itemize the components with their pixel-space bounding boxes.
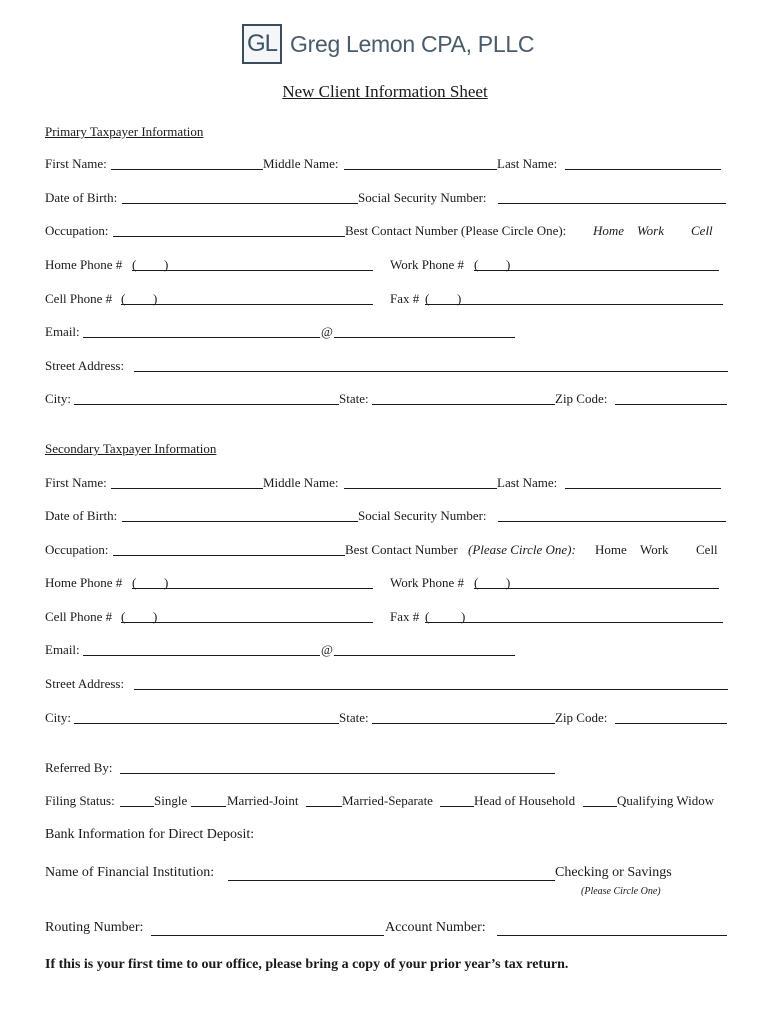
area-code-paren: ( — [132, 257, 137, 272]
contact-label: Best Contact Number — [345, 542, 458, 557]
secondary-email-field[interactable] — [83, 642, 515, 656]
primary-state-field[interactable] — [372, 391, 555, 405]
zip-label: Zip Code: — [555, 391, 608, 406]
bank-heading-text: Bank Information for Direct Deposit: — [45, 827, 255, 842]
primary-heading: Primary Taxpayer Information — [45, 124, 204, 139]
filing-widow-blank[interactable] — [583, 793, 617, 807]
contact-option-home[interactable]: Home — [595, 542, 627, 557]
dob-label: Date of Birth: — [45, 190, 118, 205]
secondary-first-name-field[interactable] — [111, 475, 263, 489]
area-code-paren: ( — [121, 291, 126, 306]
first-name-label: First Name: — [45, 475, 107, 490]
city-label: City: — [45, 391, 72, 406]
first-name-label: First Name: — [45, 156, 107, 171]
filing-status-label: Filing Status: — [45, 793, 115, 808]
contact-option-cell[interactable]: Cell — [696, 542, 718, 557]
filing-option-qualifying-widow: Qualifying Widow — [617, 793, 715, 808]
state-label: State: — [339, 391, 369, 406]
filing-option-single: Single — [154, 793, 188, 808]
secondary-middle-name-field[interactable] — [344, 475, 497, 489]
area-code-paren-close: ) — [164, 257, 169, 272]
area-code-paren-close: ) — [153, 609, 158, 624]
occupation-label: Occupation: — [45, 223, 109, 238]
primary-middle-name-field[interactable] — [344, 156, 497, 170]
secondary-occupation-field[interactable] — [113, 542, 345, 556]
area-code-paren-close: ) — [461, 609, 466, 624]
contact-option-work[interactable]: Work — [640, 542, 669, 557]
email-label: Email: — [45, 642, 80, 657]
work-phone-label: Work Phone # — [390, 257, 465, 272]
account-number-field[interactable] — [497, 920, 727, 936]
primary-occupation-field[interactable] — [113, 223, 345, 237]
contact-label: Best Contact Number (Please Circle One): — [345, 223, 567, 238]
contact-option-home[interactable]: Home — [593, 223, 625, 238]
area-code-paren-close: ) — [153, 291, 158, 306]
institution-label: Name of Financial Institution: — [45, 865, 215, 880]
secondary-heading: Secondary Taxpayer Information — [45, 441, 217, 456]
referred-by-field[interactable] — [120, 760, 555, 774]
area-code-paren-close: ) — [457, 291, 462, 306]
institution-field[interactable] — [228, 865, 555, 881]
secondary-work-phone-field[interactable] — [474, 575, 719, 589]
secondary-cell-phone-field[interactable] — [121, 609, 373, 623]
routing-number-field[interactable] — [151, 920, 384, 936]
logo-mark: GL — [242, 24, 282, 64]
secondary-ssn-field[interactable] — [498, 508, 726, 522]
filing-single-blank[interactable] — [120, 793, 154, 807]
primary-cell-phone-field[interactable] — [121, 291, 373, 305]
area-code-paren: ( — [474, 575, 479, 590]
ssn-label: Social Security Number: — [358, 190, 487, 205]
primary-dob-field[interactable] — [122, 190, 358, 204]
cell-phone-label: Cell Phone # — [45, 291, 113, 306]
street-label: Street Address: — [45, 358, 125, 373]
zip-label: Zip Code: — [555, 710, 608, 725]
secondary-zip-field[interactable] — [615, 710, 727, 724]
routing-label: Routing Number: — [45, 920, 144, 935]
street-label: Street Address: — [45, 676, 125, 691]
page-title: New Client Information Sheet — [282, 82, 488, 101]
primary-first-name-field[interactable] — [111, 156, 263, 170]
area-code-paren-close: ) — [164, 575, 169, 590]
secondary-dob-field[interactable] — [122, 508, 358, 522]
contact-option-cell[interactable]: Cell — [691, 223, 713, 238]
middle-name-label: Middle Name: — [263, 156, 339, 171]
footer-note: If this is your first time to our office, please bring a copy of your prior year’s tax return. — [45, 957, 569, 972]
at-sign: @ — [321, 642, 333, 657]
email-label: Email: — [45, 324, 80, 339]
area-code-paren: ( — [132, 575, 137, 590]
at-sign: @ — [321, 324, 333, 339]
occupation-label: Occupation: — [45, 542, 109, 557]
area-code-paren: ( — [425, 291, 430, 306]
secondary-city-field[interactable] — [74, 710, 339, 724]
area-code-paren: ( — [121, 609, 126, 624]
cell-phone-label: Cell Phone # — [45, 609, 113, 624]
filing-option-married-joint: Married-Joint — [227, 793, 299, 808]
primary-street-field[interactable] — [134, 358, 728, 372]
filing-option-head-of-household: Head of Household — [474, 793, 576, 808]
filing-option-married-separate: Married-Separate — [342, 793, 433, 808]
secondary-street-field[interactable] — [134, 676, 728, 690]
area-code-paren-close: ) — [506, 575, 511, 590]
contact-option-work[interactable]: Work — [637, 223, 664, 238]
ssn-label: Social Security Number: — [358, 508, 487, 523]
area-code-paren-close: ) — [506, 257, 511, 272]
state-label: State: — [339, 710, 369, 725]
primary-fax-field[interactable] — [425, 291, 723, 305]
filing-hoh-blank[interactable] — [440, 793, 474, 807]
filing-married-separate-blank[interactable] — [306, 793, 342, 807]
account-label: Account Number: — [385, 920, 486, 935]
referred-by-label: Referred By: — [45, 760, 113, 775]
primary-city-field[interactable] — [74, 391, 339, 405]
primary-zip-field[interactable] — [615, 391, 727, 405]
last-name-label: Last Name: — [497, 475, 558, 490]
primary-work-phone-field[interactable] — [474, 257, 719, 271]
middle-name-label: Middle Name: — [263, 475, 339, 490]
last-name-label: Last Name: — [497, 156, 558, 171]
city-label: City: — [45, 710, 72, 725]
checking-or-savings[interactable]: Checking or Savings — [555, 865, 672, 880]
circle-one-note: (Please Circle One) — [581, 886, 661, 897]
company-logo — [242, 22, 534, 66]
work-phone-label: Work Phone # — [390, 575, 465, 590]
company-name: Greg Lemon CPA, PLLC — [290, 30, 535, 57]
filing-married-joint-blank[interactable] — [191, 793, 226, 807]
home-phone-label: Home Phone # — [45, 575, 123, 590]
secondary-fax-field[interactable] — [425, 609, 723, 623]
secondary-state-field[interactable] — [372, 710, 555, 724]
home-phone-label: Home Phone # — [45, 257, 123, 272]
primary-ssn-field[interactable] — [498, 190, 726, 204]
circle-one-note: (Please Circle One): — [468, 542, 576, 557]
dob-label: Date of Birth: — [45, 508, 118, 523]
secondary-last-name-field[interactable] — [565, 475, 721, 489]
fax-label: Fax # — [390, 609, 420, 624]
area-code-paren: ( — [474, 257, 479, 272]
fax-label: Fax # — [390, 291, 420, 306]
primary-email-field[interactable] — [83, 324, 515, 338]
primary-last-name-field[interactable] — [565, 156, 721, 170]
area-code-paren: ( — [425, 609, 430, 624]
